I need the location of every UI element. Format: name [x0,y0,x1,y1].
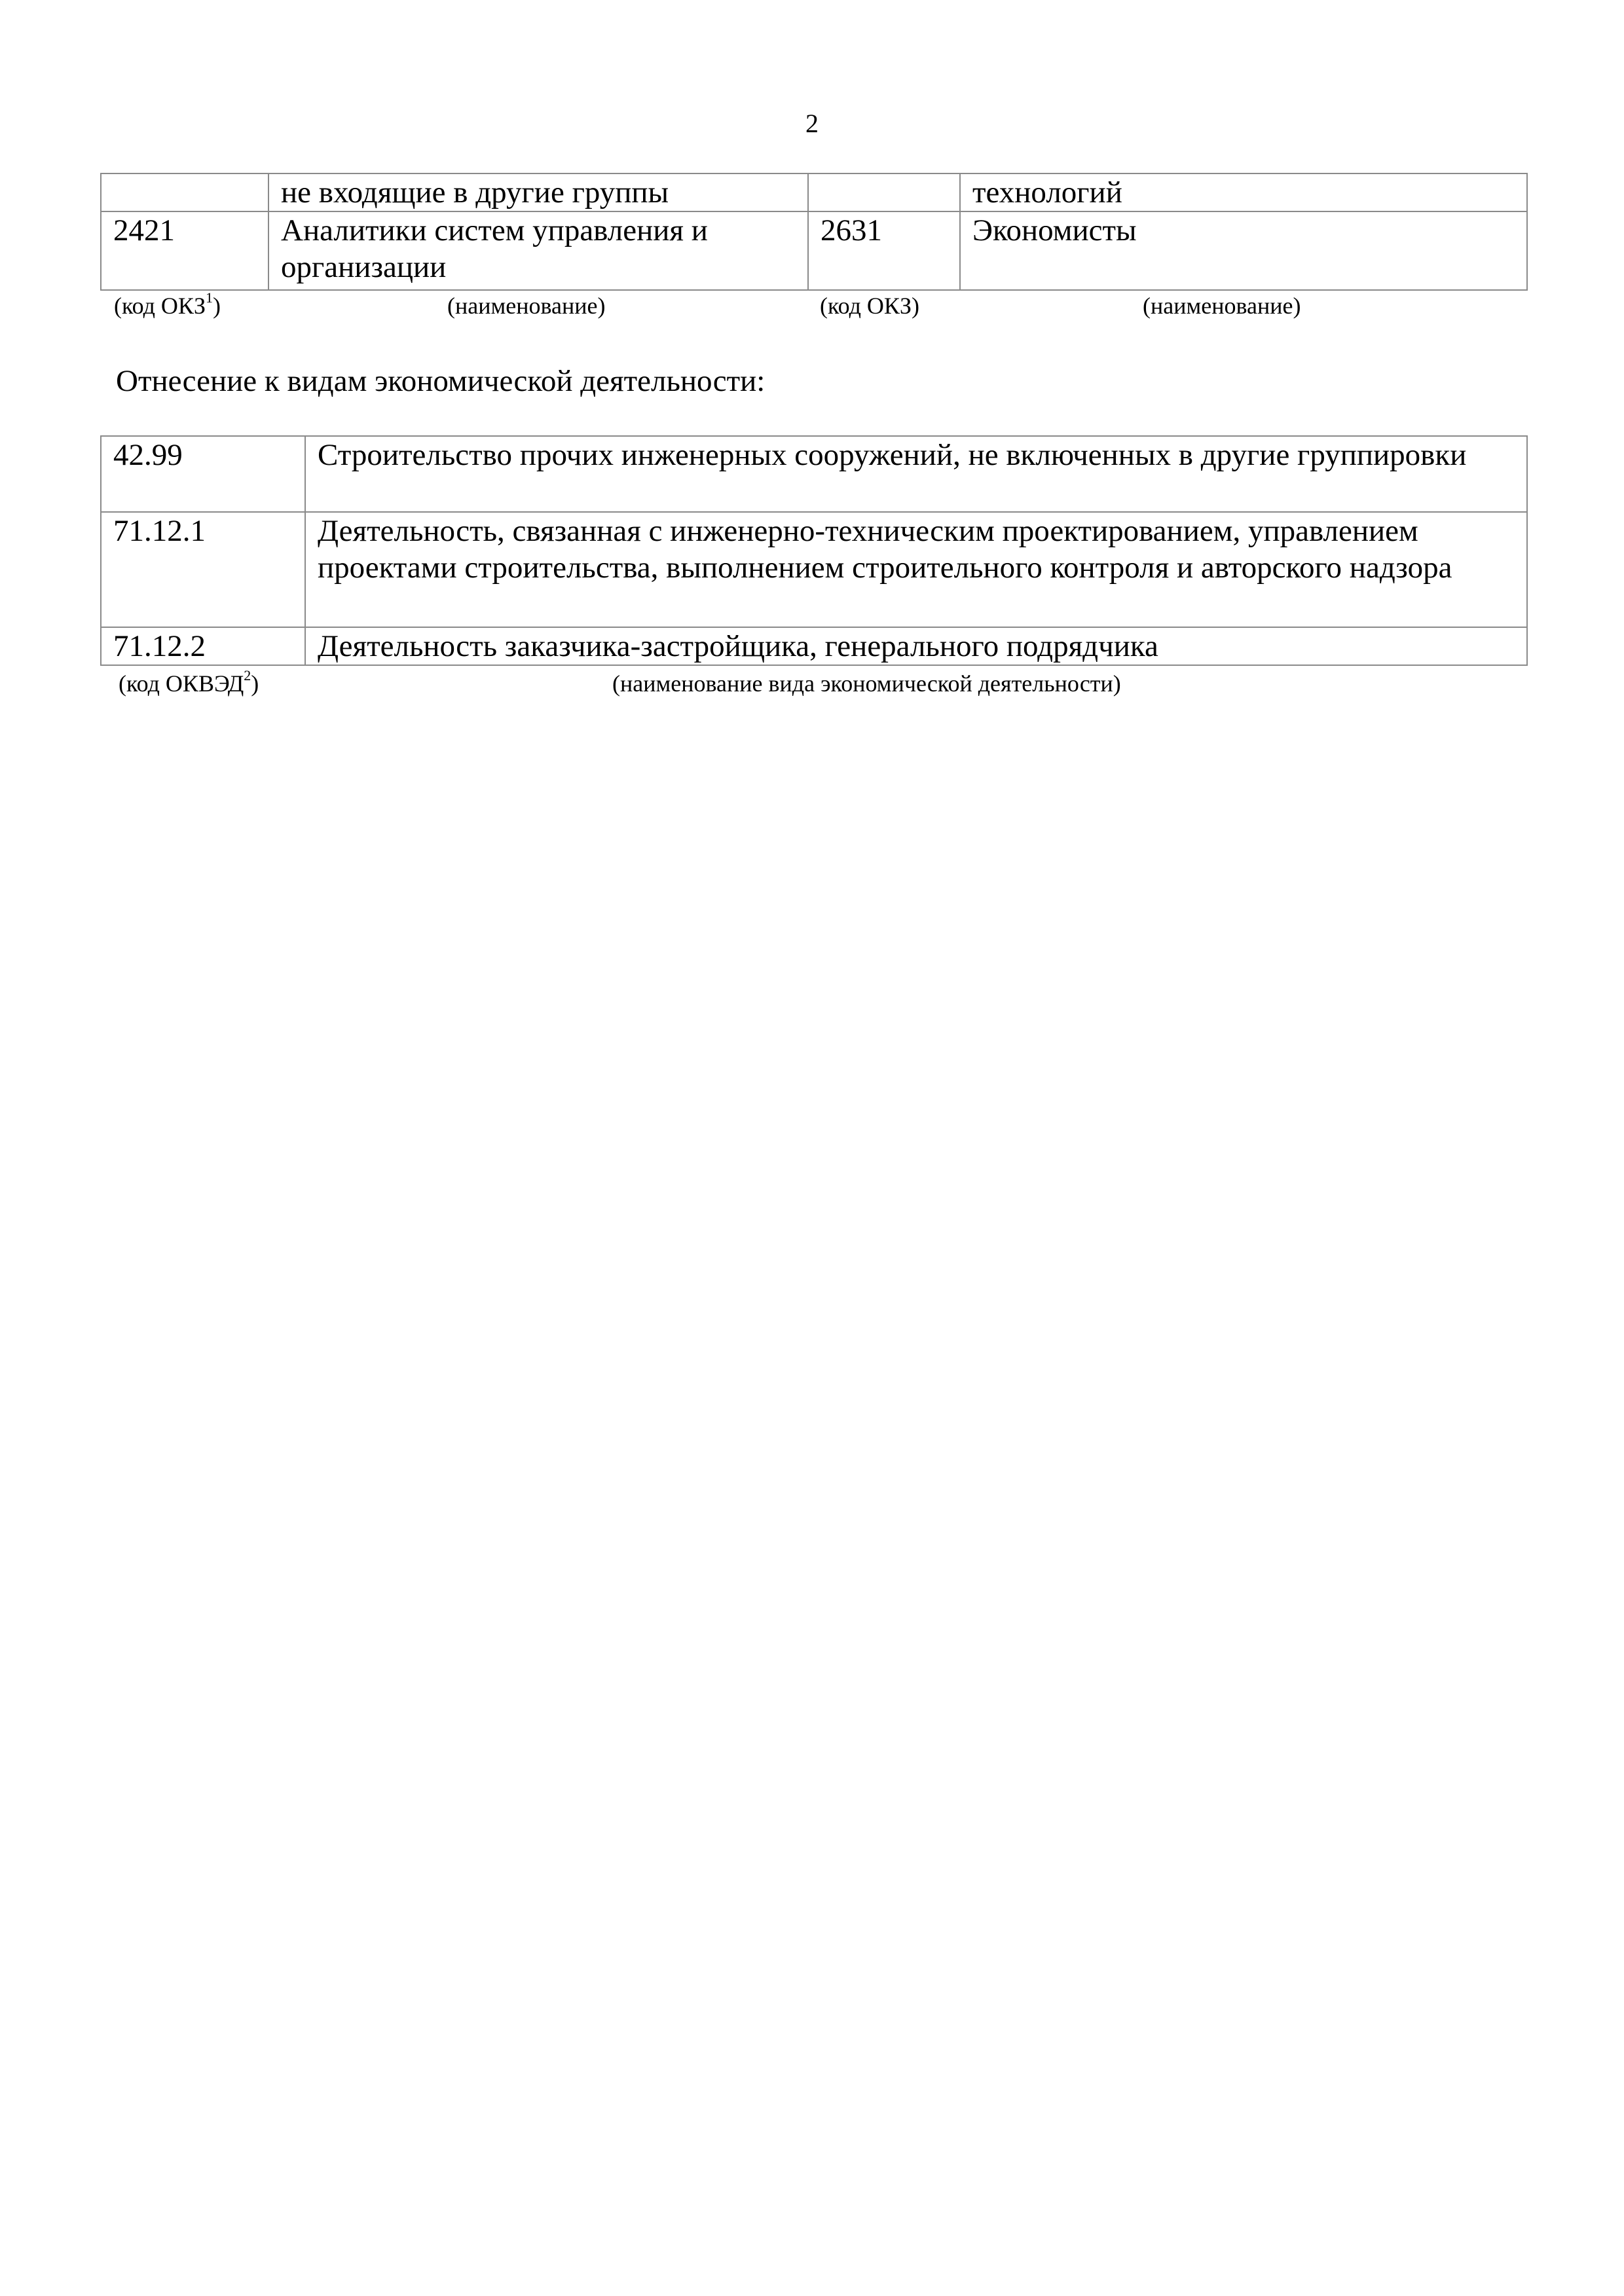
okz-name-cell: технологий [960,173,1527,211]
okz-code-caption: (код ОКЗ) [820,293,919,319]
okved-name-cell: Деятельность, связанная с инженерно-техническим проектированием, управлением проектами строительства, выполнением строительного контроля и авторского надзора [305,512,1527,627]
okz-code-cell [808,173,960,211]
okz-table [100,173,1528,291]
okz-name-cell: Аналитики систем управления и организации [268,211,808,290]
okz-code-cell: 2421 [101,211,268,290]
okz-name-cell: не входящие в другие группы [268,173,808,211]
okz-name-caption: (наименование) [447,293,606,319]
okved-code-cell: 71.12.2 [101,627,305,665]
okved-table [100,435,1528,666]
okz-code-cell [101,173,268,211]
okz-name-cell: Экономисты [960,211,1527,290]
okved-name-cell: Деятельность заказчика-застройщика, генерального подрядчика [305,627,1527,665]
okved-name-caption: (наименование вида экономической деятельности) [612,670,1121,697]
okved-name-cell: Строительство прочих инженерных сооружений, не включенных в другие группировки [305,436,1527,512]
okved-code-cell: 42.99 [101,436,305,512]
okved-heading: Отнесение к видам экономической деятельности: [116,364,766,398]
okved-code-cell: 71.12.1 [101,512,305,627]
table-row [101,627,1527,665]
okved-code-caption: (код ОКВЭД$^2$) [119,667,259,697]
okz-code-cell: 2631 [808,211,960,290]
table-row [101,173,1527,211]
table-row [101,436,1527,512]
okz-name-caption: (наименование) [1143,293,1301,319]
table-row [101,211,1527,290]
okz-code-caption: (код ОКЗ$^1$) [114,289,221,319]
page-number: 2 [805,109,819,138]
table-row [101,512,1527,627]
